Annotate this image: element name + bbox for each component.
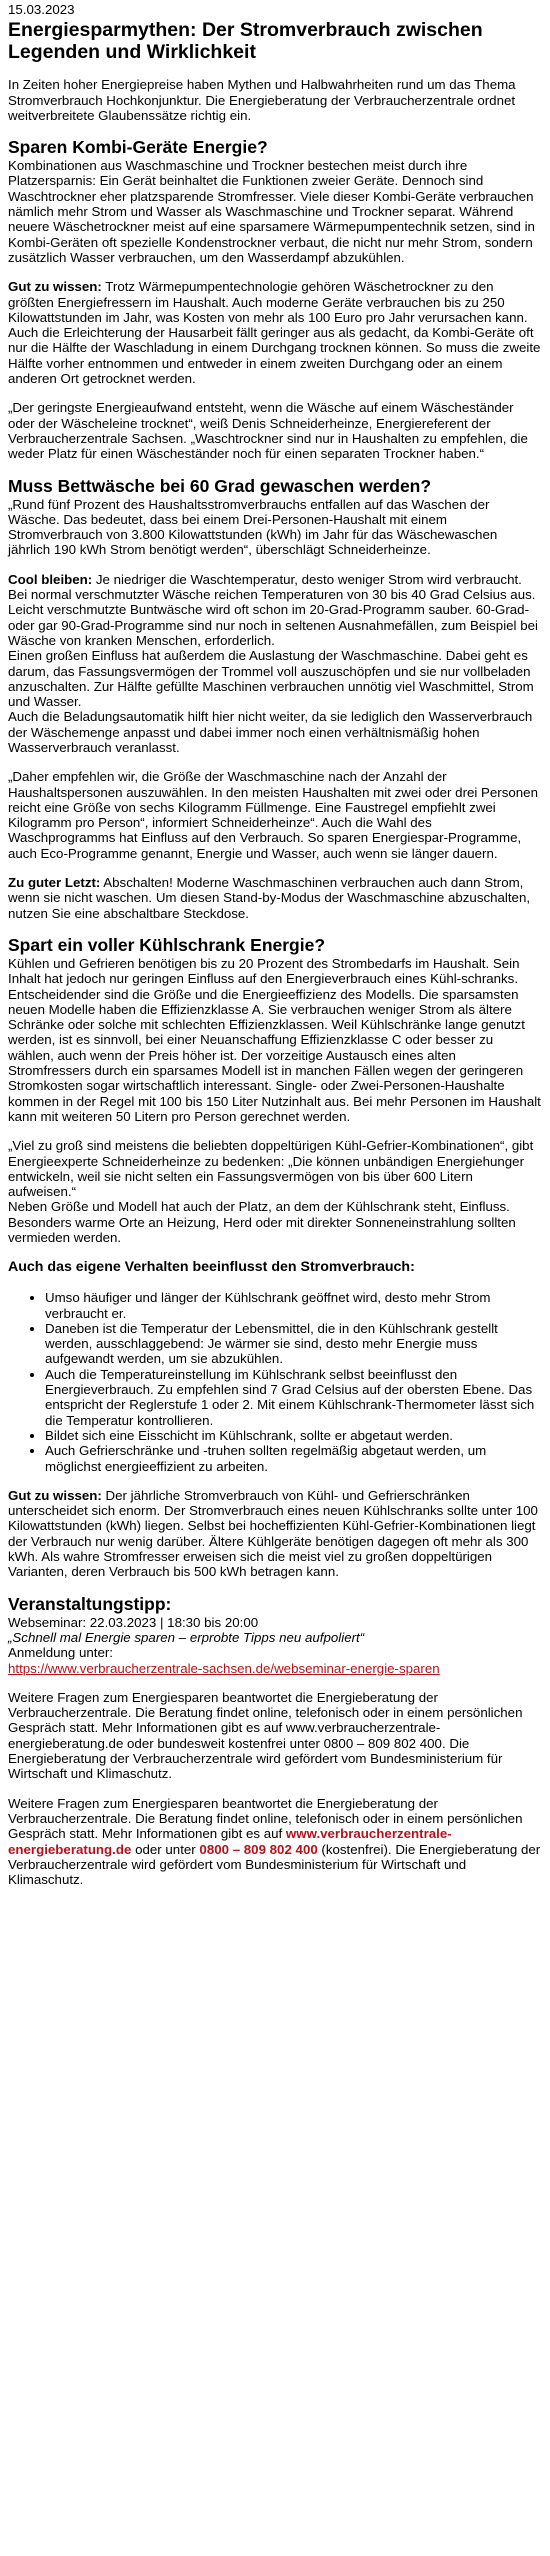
section2-final-tip bbox=[8, 875, 542, 921]
energieberatung-link[interactable]: www.verbraucherzentrale-energieberatung.de bbox=[8, 1826, 452, 1857]
section-heading-verhalten: Auch das eigene Verhalten beeinflusst den Stromverbrauch: bbox=[8, 1259, 415, 1276]
tip-text: Abschalten! Moderne Waschmaschinen verbrauchen auch dann Strom, wenn sie nicht waschen. Um diesen Stand-by-Modus der Waschmaschine abzuschalten, nutzen Sie eine abschaltbare Steckdose. bbox=[8, 875, 531, 921]
section2-tip-paragraph bbox=[8, 572, 542, 756]
section1-tip-paragraph bbox=[8, 279, 542, 386]
section3-quote bbox=[8, 1138, 542, 1245]
section-heading-bettwaesche: Muss Bettwäsche bei 60 Grad gewaschen werden? bbox=[8, 475, 432, 496]
tip-text: Je niedriger die Waschtemperatur, desto weniger Strom wird verbraucht. Bei normal verschmutzter Wäsche reichen Temperaturen von 30 bis 40 Grad Celsius aus. Leicht verschmutzte Buntwäsche wird oft schon im 20-Grad-Programm sauber. 60-Grad- oder gar 90-Grad-Programme sind nur noch in seltenen Ausnahmefällen, zum Beispiel bei Wäsche von kranken Menschen, erforderlich. bbox=[8, 571, 538, 648]
section1-quote: „Der geringste Energieaufwand entsteht, wenn die Wäsche auf einem Wäscheständer oder der Wäscheleine trocknet“, weiß Denis Schneiderheinze, Energiereferent der Verbraucherzentrale Sachsen. „Waschtrockner sind nur in Haushalten zu empfehlen, die weder Platz für einen Wäscheständer noch für einen separaten Trockner haben.“ bbox=[8, 400, 528, 462]
footer-paragraph-2 bbox=[8, 1796, 542, 1888]
event-heading: Veranstaltungstipp: bbox=[8, 1593, 172, 1614]
section2-quote: „Daher empfehlen wir, die Größe der Waschmaschine nach der Anzahl der Haushaltspersonen auszuwählen. In den meisten Haushalten mit zwei oder drei Personen reicht eine Größe von sechs Kilogramm Füllmenge. Eine Faustregel empfiehlt zwei Kilogramm pro Person“, informiert Schneiderheinze“. Auch die Wahl des Waschprogramms hat Einfluss auf den Verbrauch. So sparen Energiespar-Programme, auch Eco-Programme genannt, Energie und Wasser, auch wenn sie länger dauern. bbox=[8, 769, 538, 861]
event-registration-link[interactable]: https://www.verbraucherzentrale-sachsen.de/webseminar-energie-sparen bbox=[8, 1660, 440, 1676]
tip-label: Zu guter Letzt: bbox=[8, 875, 101, 891]
hotline-number[interactable]: 0800 – 809 802 400 bbox=[199, 1841, 318, 1857]
event-details bbox=[8, 1615, 542, 1676]
footer-text-mid: oder unter bbox=[131, 1841, 200, 1857]
article-date: 15.03.2023 bbox=[8, 2, 75, 17]
tip-label: Cool bleiben: bbox=[8, 571, 93, 587]
list-item: • Umso häufiger und länger der Kühlschrank geöffnet wird, desto mehr Strom verbraucht er. bbox=[45, 1290, 542, 1321]
footer-paragraph-1: Weitere Fragen zum Energiesparen beantwortet die Energieberatung der Verbraucherzentrale. Die Beratung findet online, telefonisch oder in einem persönlichen Gespräch statt. Mehr Informationen gibt es auf www.verbraucherzentrale-energieberatung.de oder bundesweit kostenfrei unter 0800 – 809 802 400. Die Energieberatung der Verbraucherzentrale wird gefördert vom Bundesministerium für Wirtschaft und Klimaschutz. bbox=[8, 1689, 523, 1782]
section-heading-kuehlschrank: Spart ein voller Kühlschrank Energie? bbox=[8, 934, 326, 955]
tip-text-continued-2: Auch die Beladungsautomatik hilft hier nicht weiter, da sie lediglich den Wasserverbrauch der Wäschemenge anpasst und dabei immer noch einen verhältnismäßig hohen Wasserverbrauch veranlasst. bbox=[8, 709, 533, 755]
section3-paragraph-1: Kühlen und Gefrieren benötigen bis zu 20 Prozent des Strombedarfs im Haushalt. Sein Inhalt hat jedoch nur geringen Einfluss auf den Energieverbrauch eines Kühl-schranks. Entscheidender sind die Größe und die Energieeffizienz des Modells. Die sparsamsten neuen Modelle haben die Effizienzklasse A. Sie verbrauchen weniger Strom als ältere Schränke oder solche mit schlechten Effizienzklassen. Weil Kühlschränke lange genutzt werden, ist es sinnvoll, bei einer Neuanschaffung Effizienzklasse C oder besser zu wählen, auch wenn der Preis höher ist. Der vorzeitige Austausch eines alten Stromfressers durch ein sparsames Modell ist in manchen Fällen wegen der geringeren Stromkosten sogar wirtschaftlich interessant. Single- oder Zwei-Personen-Haushalte kommen in der Regel mit 100 bis 150 Liter Nutzinhalt aus. Bei mehr Personen im Haushalt kann mit weiteren 50 Litern pro Person gerechnet werden. bbox=[8, 955, 541, 1124]
tip-label: Gut zu wissen: bbox=[8, 279, 102, 295]
section-heading-kombi-geraete: Sparen Kombi-Geräte Energie? bbox=[8, 137, 268, 158]
tip-label: Gut zu wissen: bbox=[8, 1487, 102, 1503]
section2-paragraph-1: „Rund fünf Prozent des Haushaltsstromverbrauchs entfallen auf das Waschen der Wäsche. Das bedeutet, dass bei einem Drei-Personen-Haushalt mit einem Stromverbrauch von 3.800 Kilowattstunden (kWh) im Jahr für das Wäschewaschen jährlich 190 kWh Strom benötigt werden“, überschlägt Schneiderheinze. bbox=[8, 496, 498, 558]
list-item: • Auch die Temperatureinstellung im Kühlschrank selbst beeinflusst den Energieverbrauch. Zu empfehlen sind 7 Grad Celsius auf der obersten Ebene. Das entspricht der Reglerstufe 1 oder 2. Mit einem Kühlschrank-Thermometer lässt sich die Temperatur kontrollieren. bbox=[45, 1367, 542, 1428]
quote-text-continued: Neben Größe und Modell hat auch der Platz, an dem der Kühlschrank steht, Einfluss. Besonders warme Orte an Heizung, Herd oder mit direkter Sonneneinstrahlung sollten vermieden werden. bbox=[8, 1199, 516, 1245]
list-item: • Auch Gefrierschränke und -truhen sollten regelmäßig abgetaut werden, um möglichst energieeffizient zu arbeiten. bbox=[45, 1443, 542, 1474]
footer-text-end: (kostenfrei). Die Energieberatung der Verbraucherzentrale wird gefördert vom Bundesministerium für Wirtschaft und Klimaschutz. bbox=[8, 1841, 541, 1888]
tip-text: Der jährliche Stromverbrauch von Kühl- und Gefrierschränken unterscheidet sich enorm. Der Stromverbrauch eines neuen Kühlschranks sollte unter 100 Kilowattstunden (kWh) liegen. Selbst bei hocheffizienten Kühl-Gefrier-Kombinationen liegt der Verbrauch nur wenig darüber. Ältere Kühlgeräte benötigen dagegen oft mehr als 300 kWh. Als wahre Stromfresser erweisen sich die meist viel zu großen doppeltürigen Varianten, deren Verbrauch bis 500 kWh betragen kann. bbox=[8, 1487, 538, 1580]
quote-text: „Viel zu groß sind meistens die beliebten doppeltürigen Kühl-Gefrier-Kombinationen“, gibt Energieexperte Schneiderheinze zu bedenken: „Die können unbändigen Energiehunger entwickeln, weil sie nicht selten ein Fassungsvermögen von bis über 600 Litern aufweisen.“ bbox=[8, 1138, 534, 1200]
article-title: Energiesparmythen: Der Stromverbrauch zwischen Legenden und Wirklichkeit bbox=[8, 19, 483, 64]
event-title: „Schnell mal Energie sparen – erprobte Tipps neu aufpoliert“ bbox=[8, 1629, 365, 1645]
event-date-line: Webseminar: 22.03.2023 | 18:30 bis 20:00 bbox=[8, 1614, 259, 1630]
behavior-list bbox=[8, 1290, 542, 1474]
section4-tip-paragraph bbox=[8, 1488, 542, 1580]
footer-text: Weitere Fragen zum Energiesparen beantwortet die Energieberatung der Verbraucherzentrale. Die Beratung findet online, telefonisch oder in einem persönlichen Gespräch statt. Mehr Informationen gibt es auf bbox=[8, 1795, 523, 1842]
tip-text-continued: Auch die Erleichterung der Hausarbeit fällt geringer aus als gedacht, da Kombi-Geräte oft nur die Hälfte der Waschladung in einem Durchgang trocknen können. So muss die zweite Hälfte vorher entnommen und entweder in einem zweiten Durchgang oder an einem anderen Ort getrocknet werden. bbox=[8, 325, 541, 387]
section1-paragraph-1: Kombinationen aus Waschmaschine und Trockner bestechen meist durch ihre Platzersparnis: Ein Gerät beinhaltet die Funktionen zweier Geräte. Dennoch sind Waschtrockner eher platzsparende Stromfresser. Viele dieser Kombi-Geräte verbrauchen nämlich mehr Strom und Wasser als Waschmaschine und Trockner separat. Während neuere Wäschetrockner meist auf eine sparsamere Wärmepumpentechnik setzen, sind in Kombi-Geräten oft spezielle Kondenstrockner verbaut, die nicht nur mehr Strom, sondern zusätzlich Wasser verbrauchen, um den Wasserdampf abzukühlen. bbox=[8, 158, 535, 265]
tip-text: Trotz Wärmepumpentechnologie gehören Wäschetrockner zu den größten Energiefressern im Haushalt. Auch moderne Geräte verbrauchen bis zu 250 Kilowattstunden im Jahr, was Kosten von mehr als 100 Euro pro Jahr verursachen kann. bbox=[8, 279, 528, 325]
list-item: • Daneben ist die Temperatur der Lebensmittel, die in den Kühlschrank gestellt werden, ausschlaggebend: Je wärmer sie sind, desto mehr Energie muss aufgewandt werden, um sie abzukühlen. bbox=[45, 1321, 542, 1367]
list-item: • Bildet sich eine Eisschicht im Kühlschrank, sollte er abgetaut werden. bbox=[45, 1428, 542, 1443]
event-registration-label: Anmeldung unter: bbox=[8, 1645, 113, 1661]
tip-text-continued: Einen großen Einfluss hat außerdem die Auslastung der Waschmaschine. Dabei geht es darum, das Fassungsvermögen der Trommel voll auszuschöpfen und sie nur vollbeladen anzuschalten. Zur Hälfte gefüllte Maschinen verbrauchen unnötig viel Waschmittel, Strom und Wasser. bbox=[8, 648, 534, 710]
article-intro: In Zeiten hoher Energiepreise haben Mythen und Halbwahrheiten rund um das Thema Stromverbrauch Hochkonjunktur. Die Energieberatung der Verbraucherzentrale ordnet weitverbreitete Glaubenssätze richtig ein. bbox=[8, 77, 516, 123]
